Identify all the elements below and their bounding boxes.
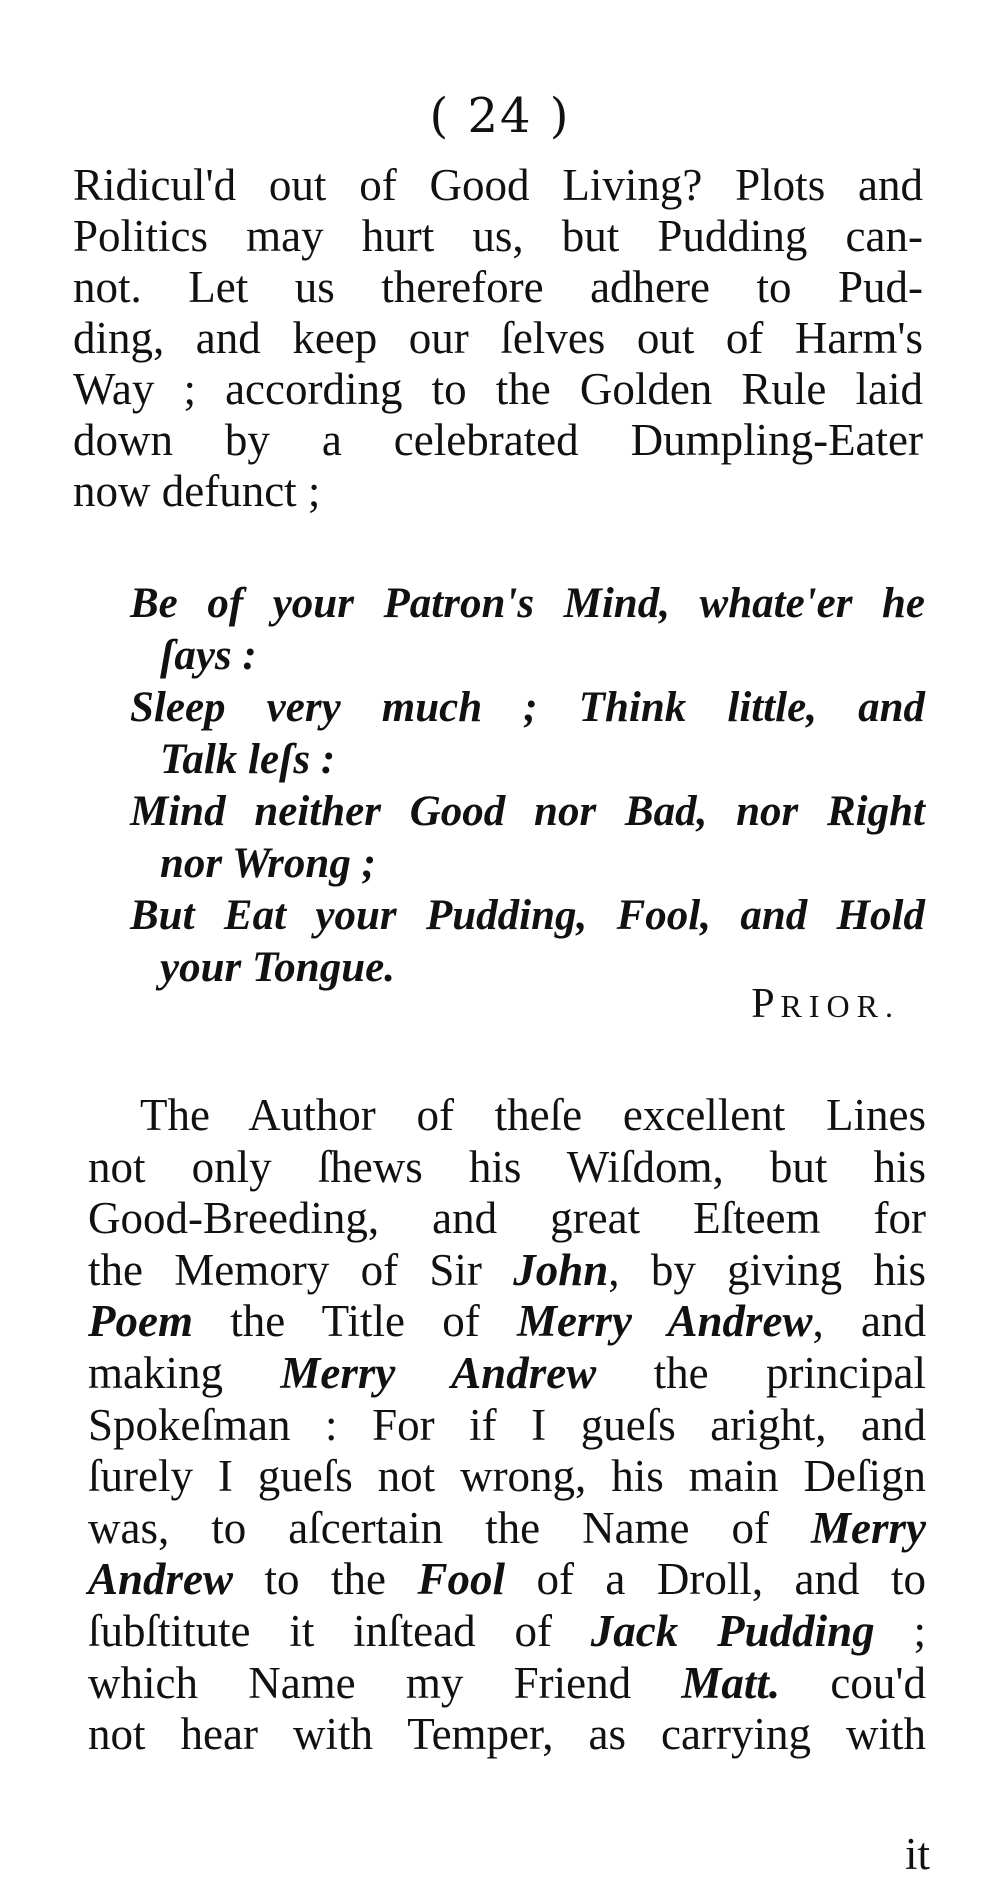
italic-name: Merry: [811, 1502, 926, 1553]
text-line: ding, and keep our ſelves out of Harm's: [73, 313, 923, 363]
italic-name: Merry Andrew: [280, 1347, 597, 1398]
text-line: ſubſtitute it inſtead of Jack Pudding ;: [88, 1605, 926, 1656]
commentary-paragraph: [88, 1090, 926, 1761]
text-line: Way ; according to the Golden Rule laid: [73, 364, 923, 414]
text-line: not only ſhews his Wiſdom, but his: [88, 1141, 926, 1192]
verse-attribution: [751, 980, 900, 1028]
text-line: Politics may hurt us, but Pudding can-: [73, 211, 923, 261]
text-line: down by a celebrated Dumpling-Eater: [73, 415, 923, 465]
text-line: which Name my Friend Matt. cou'd: [88, 1657, 926, 1708]
text-line: ſurely I gueſs not wrong, his main Deſign: [88, 1451, 926, 1502]
italic-word: Fool: [417, 1554, 505, 1605]
italic-name: Merry Andrew: [516, 1296, 813, 1347]
text-line: Poem the Title of Merry Andrew, and: [88, 1296, 926, 1347]
catchword: it: [904, 1829, 930, 1879]
text-line: not hear with Temper, as carrying with: [88, 1709, 926, 1760]
text-line: The Author of theſe excellent Lines: [140, 1090, 926, 1140]
italic-name: Matt.: [681, 1657, 781, 1708]
verse-line: Be of your Patron's Mind, whate'er he: [130, 580, 925, 627]
text-line: now defunct ;: [73, 466, 321, 516]
italic-name: John: [513, 1244, 609, 1295]
page-number: ( 24 ): [429, 88, 571, 144]
text-line: Spokeſman : For if I gueſs aright, and: [88, 1399, 926, 1450]
text-line: Good-Breeding, and great Eſteem for: [88, 1193, 926, 1244]
italic-name: Jack Pudding: [590, 1605, 875, 1656]
opening-paragraph: [73, 160, 923, 517]
attribution-rest: RIOR.: [780, 988, 900, 1024]
verse-line: Sleep very much ; Think little, and: [130, 684, 925, 731]
verse-line: your Tongue.: [160, 944, 395, 991]
verse-line: nor Wrong ;: [160, 840, 376, 887]
text-line: making Merry Andrew the principal: [88, 1347, 927, 1398]
text-line: the Memory of Sir John, by giving his: [88, 1244, 926, 1295]
italic-name: Andrew: [88, 1554, 234, 1605]
text-line: Ridicul'd out of Good Living? Plots and: [73, 160, 923, 210]
verse-quotation: [130, 578, 925, 994]
verse-line: But Eat your Pudding, Fool, and Hold: [130, 892, 925, 939]
attribution-initial: P: [751, 981, 781, 1027]
verse-line: ſays :: [160, 632, 257, 679]
verse-line: Talk leſs :: [160, 736, 336, 783]
italic-word: Poem: [88, 1296, 193, 1347]
text-line: Andrew to the Fool of a Droll, and to: [88, 1554, 926, 1605]
text-line: was, to aſcertain the Name of Merry: [88, 1502, 926, 1553]
text-line: not. Let us therefore adhere to Pud-: [73, 262, 923, 312]
verse-line: Mind neither Good nor Bad, nor Right: [130, 788, 925, 835]
